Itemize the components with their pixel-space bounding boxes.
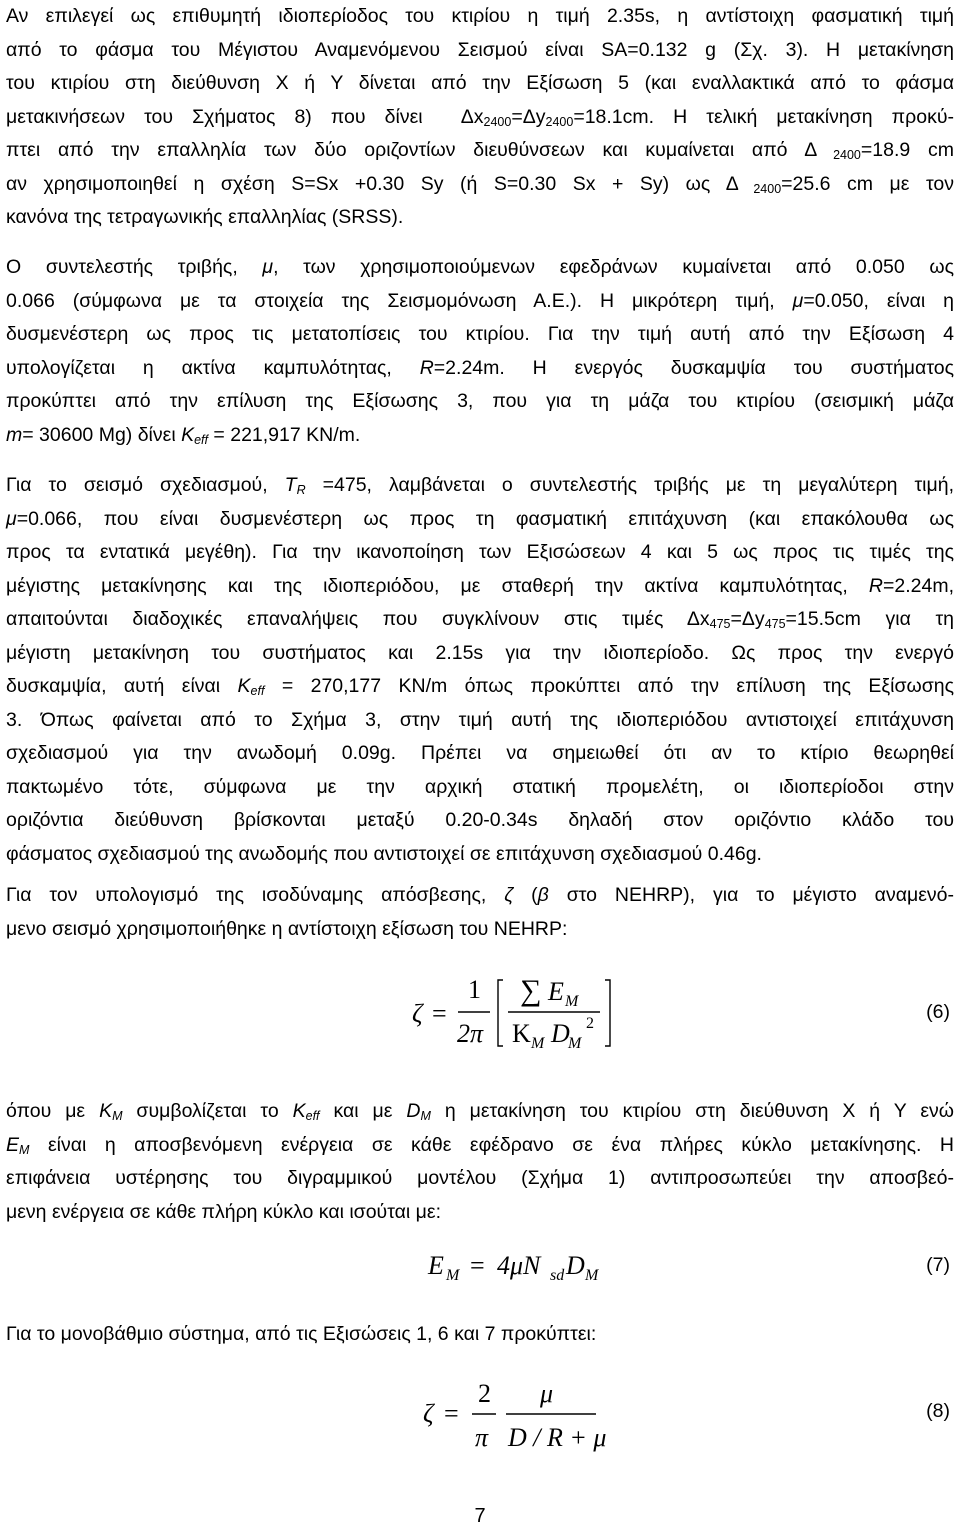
eq6-K-sub: M: [531, 1035, 545, 1050]
text-line: Για τον υπολογισμό της ισοδύναμης απόσβεσης, ζ (β στο NEHRP), για το μέγιστο αναμενό-: [6, 884, 954, 906]
text-line: μενο σεισμό χρησιμοποιήθηκε η αντίστοιχη εξίσωση του NEHRP:: [6, 917, 568, 940]
eq7-equals: =: [470, 1251, 485, 1280]
eq6-E: E: [548, 977, 564, 1006]
text-line: φάσματος σχεδιασμού της ανωδομής που αντιστοιχεί σε επιτάχυνση σχεδιασμού 0.46g.: [6, 842, 762, 865]
eq8-zeta: ζ: [423, 1399, 434, 1428]
page-number: 7: [474, 1505, 486, 1527]
text-line-with-subscripts: μετακινήσεων του Σχήματος 8) που δίνει $\Delta x_{2400}=\Delta y_{2400}=18.1cm$. Η τελική μετακίνηση προκύ-: [6, 105, 954, 129]
text-line: υπολογίζεται η ακτίνα καμπυλότητας, R=2.24m. Η ενεργός δυσκαμψία του συστήματος: [6, 356, 954, 379]
eq8-equals: =: [444, 1399, 459, 1428]
eq6-K: K: [512, 1019, 531, 1048]
text-line: απαιτούνται διαδοχικές επαναλήψεις που συγκλίνουν στις τιμές $\Delta x_{475}=\Delta y_{475}=15.5cm$ για τη: [6, 608, 954, 631]
text-line: του κτιρίου στη διεύθυνση Χ ή Υ δίνεται από την Εξίσωση 5 (και εναλλακτικά από το φάσμα: [6, 72, 954, 94]
equation-6-formula: [0, 970, 960, 1050]
eq8-denominator: D / R + μ: [508, 1423, 607, 1452]
text-line: από το φάσμα του Μέγιστου Αναμενόμενου Σεισμού είναι SA=0.132 g (Σχ. 3). Η μετακίνηση: [6, 38, 954, 61]
text-line: πακτωμένο τότε, σύμφωνα με την αρχική στατική προμελέτη, οι ιδιοπερίοδοι στην: [6, 775, 954, 798]
equation-7: [0, 1248, 960, 1288]
equation-number-6: (6): [926, 1001, 950, 1023]
text-line: m= 30600 Mg) δίνει $K_{eff} = 221,917$ KN/m.: [6, 423, 361, 447]
paragraph-5: [6, 1095, 954, 1229]
text-line: προς τα εντατικά μεγέθη). Για την ικανοποίηση των Εξισώσεων 4 και 5 ως προς τις τιμές της: [6, 541, 954, 563]
eq6-two-pi: 2π: [457, 1019, 484, 1048]
text-line: μ=0.066, που είναι δυσμενέστερη ως προς τη φασματική επιτάχυνση (και επακόλουθα ως: [6, 507, 954, 530]
text-line-with-subscripts: πτει από την επαλληλία των δύο οριζοντίων διευθύνσεων και κυμαίνεται από Δ $_{2400}$=18.9 cm: [6, 139, 954, 162]
text-line: μέγιστη μετακίνηση του συστήματος και 2.15s για την ιδιοπερίοδο. Ως προς την ενεργό: [6, 641, 954, 664]
eq7-E: E: [428, 1251, 444, 1280]
text-line: Για το μονοβάθμιο σύστημα, από τις Εξισώσεις 1, 6 και 7 προκύπτει:: [6, 1323, 597, 1345]
text-line: όπου με $K_M$ συμβολίζεται το $K_{eff}$ και με $D_M$ η μετακίνηση του κτιρίου στη διεύθυνση Χ ή Υ ενώ: [6, 1100, 954, 1123]
text-line: μέγιστης μετακίνησης και της ιδιοπεριόδου, με σταθερή την ακτίνα καμπυλότητας, R=2.24m,: [6, 574, 954, 597]
eq6-equals: =: [432, 999, 447, 1028]
text-line: οριζόντια διεύθυνση βρίσκονται μεταξύ 0.20-0.34s δηλαδή στον οριζόντιο κλάδο του: [6, 809, 954, 831]
eq6-E-sub: M: [565, 993, 579, 1010]
text-line: 0.066 (σύμφωνα με τα στοιχεία της Σεισμομόνωση Α.Ε.). Η μικρότερη τιμή, μ=0.050, είναι η: [6, 289, 954, 312]
paragraph-4: [6, 879, 954, 946]
paragraph-3: [6, 469, 954, 871]
eq8-mu: μ: [540, 1380, 554, 1408]
text-line: σχεδιασμού για την ανωδομή 0.09g. Πρέπει να σημειωθεί ότι αν το κτίριο θεωρηθεί: [6, 742, 954, 764]
text-line: κανόνα της τετραγωνικής επαλληλίας (SRSS).: [6, 206, 404, 228]
eq6-numerator-one: 1: [468, 975, 481, 1004]
text-line: δυσμενέστερη ως προς τις μετατοπίσεις του κτιρίου. Για την τιμή αυτή από την Εξίσωση 4: [6, 323, 954, 345]
paragraph-2: [6, 251, 954, 452]
eq7-rhs-4muN: 4μN: [497, 1251, 541, 1280]
eq6-sum-sign: ∑: [520, 974, 542, 1007]
text-line: επιφάνεια υστέρησης του διγραμμικού μοντέλου (Σχήμα 1) αντιπροσωπεύει την αποσβεό-: [6, 1167, 954, 1189]
paragraph-1: [6, 0, 954, 235]
text-line: δυσκαμψία, αυτή είναι $K_{eff} = 270,177$ KN/m όπως προκύπτει από την επίλυση της Εξίσωσης: [6, 675, 955, 698]
eq6-zeta: ζ: [412, 999, 423, 1028]
text-line: 3. Όπως φαίνεται από το Σχήμα 3, στην τιμή αυτή της ιδιοπεριόδου αντιστοιχεί επιτάχυνση: [6, 708, 954, 731]
text-line: Αν επιλεγεί ως επιθυμητή ιδιοπερίοδος του κτιρίου η τιμή 2.35s, η αντίστοιχη φασματική τιμή: [6, 5, 954, 27]
eq6-right-bracket: [605, 980, 610, 1046]
eq8-two: 2: [478, 1380, 491, 1408]
equation-number-7: (7): [926, 1254, 950, 1276]
text-line-with-subscripts: αν χρησιμοποιηθεί η σχέση S=Sx +0.30 Sy (ή S=0.30 Sx + Sy) ως Δ $_{2400}$=25.6 cm με τον: [6, 172, 954, 196]
eq6-squared: 2: [586, 1015, 594, 1032]
eq6-left-bracket: [498, 980, 503, 1046]
eq7-E-sub: M: [446, 1267, 460, 1284]
text-line: προκύπτει από την επίλυση της Εξίσωσης 3, που για τη μάζα του κτιρίου (σεισμική μάζα: [6, 390, 954, 412]
equation-8-formula: [0, 1380, 960, 1462]
text-line: $E_M$ είναι η αποσβενόμενη ενέργεια σε κάθε εφέδρανο σε ένα πλήρες κύκλο μετακίνησης. Η: [6, 1133, 954, 1157]
eq6-D-sub: M: [568, 1035, 582, 1050]
eq7-D-sub: M: [585, 1267, 599, 1284]
text-line: μενη ενέργεια σε κάθε πλήρη κύκλο και ισούται με:: [6, 1200, 442, 1223]
paragraph-6: [6, 1318, 954, 1352]
equation-number-8: (8): [926, 1400, 950, 1422]
equation-8: [0, 1380, 960, 1462]
equation-7-formula: [0, 1248, 960, 1288]
text-line: Για το σεισμό σχεδιασμού, $T_R =475$, λαμβάνεται ο συντελεστής τριβής με τη μεγαλύτερη τιμή,: [6, 474, 954, 497]
eq7-sd-sub: sd: [550, 1267, 565, 1284]
eq7-D: D: [566, 1251, 585, 1280]
text-line: Ο συντελεστής τριβής, μ, των χρησιμοποιούμενων εφεδράνων κυμαίνεται από 0.050 ως: [6, 256, 954, 278]
eq8-pi: π: [475, 1423, 489, 1452]
eq6-D: D: [551, 1019, 570, 1048]
equation-6: [0, 970, 960, 1050]
